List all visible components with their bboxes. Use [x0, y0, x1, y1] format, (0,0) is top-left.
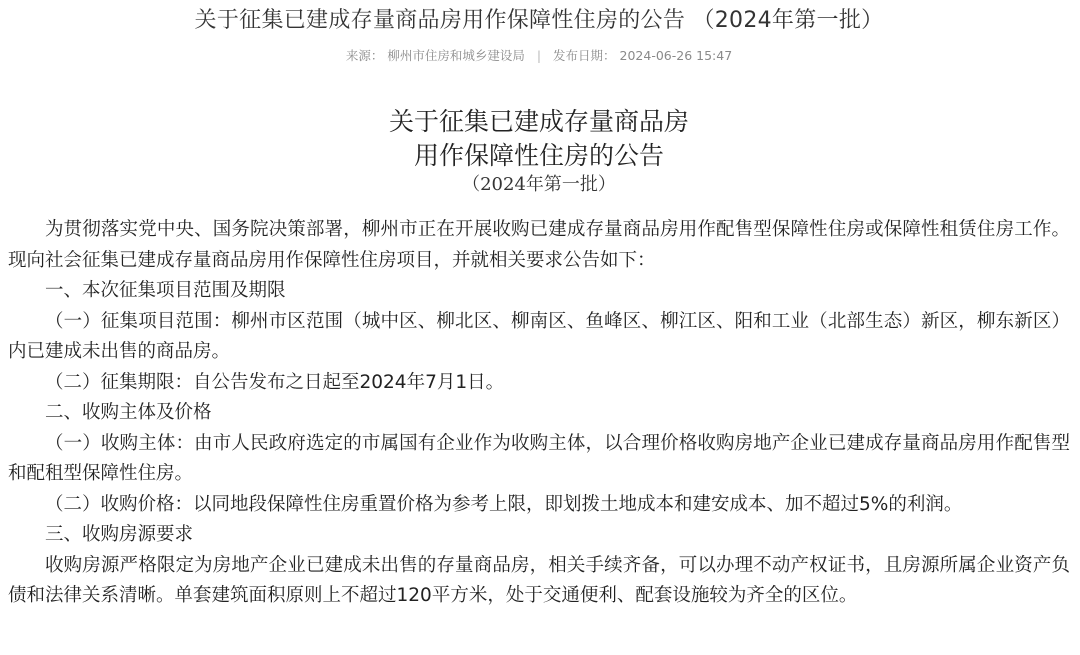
source-value: 柳州市住房和城乡建设局 — [387, 48, 525, 63]
date-value: 2024-06-26 15:47 — [619, 48, 733, 63]
document-title — [8, 105, 1070, 173]
document-title-line-2: 用作保障性住房的公告 — [413, 141, 664, 170]
document-title-line-1: 关于征集已建成存量商品房 — [388, 107, 689, 136]
paragraph-buyer: （一）收购主体：由市人民政府选定的市属国有企业作为收购主体，以合理价格收购房地产企业已建成存量商品房用作配售型和配租型保障性住房。 — [8, 432, 1070, 484]
paragraph-intro: 为贯彻落实党中央、国务院决策部署，柳州市正在开展收购已建成存量商品房用作配售型保障性住房或保障性租赁住房工作。现向社会征集已建成存量商品房用作保障性住房项目，并就相关要求公告如下： — [8, 219, 1070, 271]
paragraph-scope: （一）征集项目范围：柳州市区范围（城中区、柳北区、柳南区、鱼峰区、柳江区、阳和工业（北部生态）新区，柳东新区）内已建成未出售的商品房。 — [8, 310, 1070, 362]
section-heading-1: 一、本次征集项目范围及期限 — [45, 280, 286, 301]
section-heading-2: 二、收购主体及价格 — [45, 402, 212, 423]
paragraph-price: （二）收购价格：以同地段保障性住房重置价格为参考上限，即划拨土地成本和建安成本、加不超过5%的利润。 — [45, 493, 963, 515]
section-heading-3: 三、收购房源要求 — [45, 524, 194, 545]
article-meta — [8, 47, 1070, 65]
article-headline: 关于征集已建成存量商品房用作保障性住房的公告 （2024年第一批） — [194, 8, 884, 33]
date-label: 发布日期： — [553, 48, 616, 63]
document-batch: （2024年第一批） — [462, 174, 616, 195]
document-body — [8, 215, 1070, 612]
paragraph-period: （二）征集期限：自公告发布之日起至2024年7月1日。 — [45, 371, 505, 393]
source-label: 来源： — [345, 48, 384, 63]
paragraph-requirements: 收购房源严格限定为房地产企业已建成未出售的存量商品房，相关手续齐备，可以办理不动产权证书，且房源所属企业资产负债和法律关系清晰。单套建筑面积原则上不超过120平方米，处于交通便利、配套设施较为齐全的区位。 — [8, 554, 1070, 606]
meta-separator: | — [536, 48, 542, 63]
